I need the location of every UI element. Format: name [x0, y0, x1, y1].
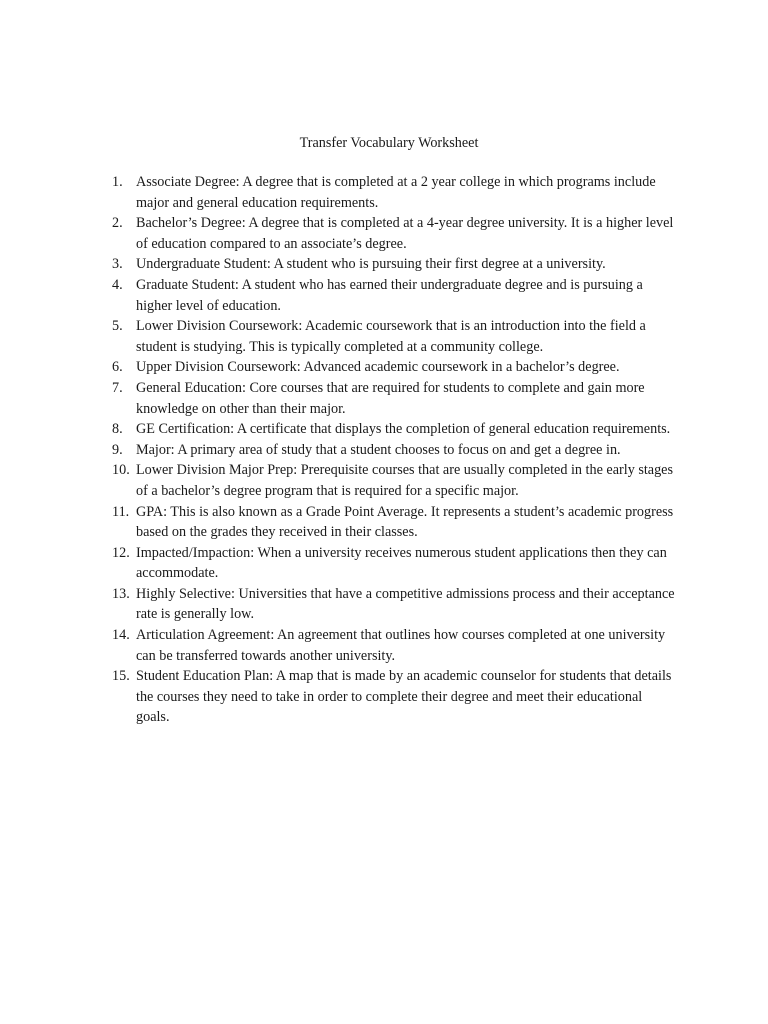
list-item	[0, 378, 678, 419]
item-text: General Education: Core courses that are required for students to complete and gain more knowledge on other than their major.	[136, 379, 645, 417]
item-text: Graduate Student: A student who has earned their undergraduate degree and is pursuing a higher level of education.	[136, 276, 643, 314]
item-number: 6.	[112, 359, 123, 376]
list-item	[0, 666, 678, 728]
item-number: 2.	[112, 215, 123, 232]
item-number: 12.	[112, 544, 130, 561]
item-text: Associate Degree: A degree that is completed at a 2 year college in which programs include major and general education requirements.	[136, 174, 656, 211]
item-number: 9.	[112, 441, 123, 458]
list-item	[0, 357, 678, 378]
item-number: 11.	[112, 503, 130, 520]
item-number: 14.	[112, 627, 130, 644]
item-text: Undergraduate Student: A student who is pursuing their first degree at a university.	[136, 256, 606, 273]
item-number: 15.	[112, 668, 130, 685]
item-number: 10.	[112, 462, 130, 479]
item-text: Student Education Plan: A map that is made by an academic counselor for students that details the courses they need to take in order to complete their degree and meet their educational goals.	[136, 668, 672, 726]
item-text: Impacted/Impaction: When a university receives numerous student applications then they can accommodate.	[136, 544, 667, 582]
vocabulary-list	[0, 172, 768, 728]
page-title: Transfer Vocabulary Worksheet	[299, 135, 479, 151]
list-item	[0, 316, 678, 357]
item-text: Major: A primary area of study that a student chooses to focus on and get a degree in.	[136, 441, 621, 458]
list-item	[0, 172, 678, 213]
list-item	[0, 543, 678, 584]
item-text: Upper Division Coursework: Advanced academic coursework in a bachelor’s degree.	[136, 359, 620, 376]
item-text: GE Certification: A certificate that displays the completion of general education requirements.	[136, 421, 671, 438]
list-item	[0, 584, 678, 625]
item-number: 3.	[112, 256, 123, 273]
list-item	[0, 440, 678, 461]
item-number: 5.	[112, 318, 123, 335]
list-item	[0, 419, 678, 440]
list-item	[0, 275, 678, 316]
item-text: GPA: This is also known as a Grade Point Average. It represents a student’s academic progress based on the grades they received in their classes.	[136, 503, 674, 541]
item-number: 1.	[112, 174, 123, 190]
item-number: 13.	[112, 585, 130, 602]
list-item	[0, 254, 678, 275]
item-text: Articulation Agreement: An agreement that outlines how courses completed at one university can be transferred towards another university.	[136, 627, 666, 664]
item-number: 7.	[112, 379, 123, 396]
item-number: 8.	[112, 421, 123, 438]
item-number: 4.	[112, 276, 123, 293]
list-item	[0, 625, 678, 666]
item-text: Lower Division Coursework: Academic coursework that is an introduction into the field a student is studying. This is typically completed at a community college.	[136, 318, 646, 355]
list-item	[0, 460, 678, 501]
list-item	[0, 213, 678, 254]
item-text: Bachelor’s Degree: A degree that is completed at a 4-year degree university. It is a higher level of education compared to an associate’s degree.	[136, 215, 674, 252]
item-text: Highly Selective: Universities that have a competitive admissions process and their acceptance rate is generally low.	[136, 585, 675, 623]
list-item	[0, 502, 678, 543]
item-text: Lower Division Major Prep: Prerequisite courses that are usually completed in the early stages of a bachelor’s degree program that is required for a specific major.	[136, 462, 674, 499]
